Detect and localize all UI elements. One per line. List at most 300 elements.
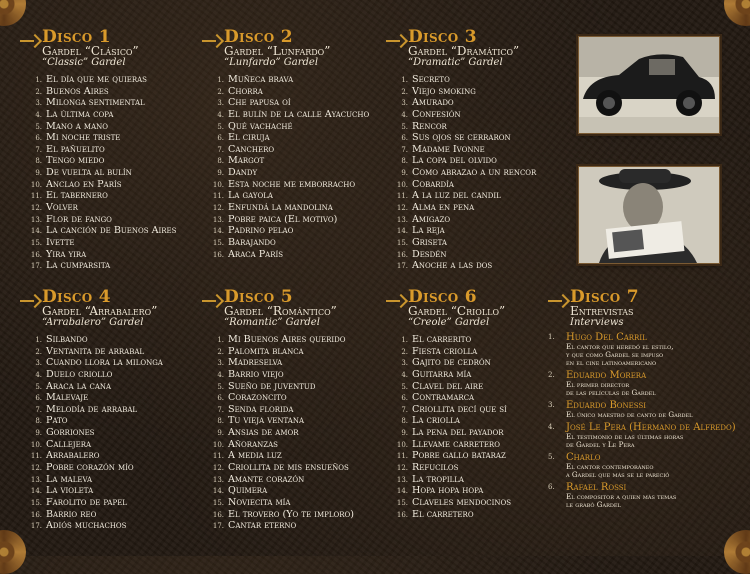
track-item (20, 179, 176, 191)
interview-description: en el cine latinoamericano (566, 358, 657, 367)
track-item (386, 86, 536, 98)
track-number: 2. (217, 87, 224, 96)
track-number: 13. (212, 475, 224, 484)
track-title: Griseta (412, 236, 447, 248)
track-number: 12. (30, 464, 42, 473)
disc-subtitle: “Classic” Gardel (42, 57, 126, 68)
track-item (386, 260, 536, 272)
track-number: 16. (30, 510, 42, 519)
track-item (202, 346, 354, 358)
track-item (386, 237, 536, 249)
track-item (20, 415, 163, 427)
track-item (20, 357, 163, 369)
track-title: Mi noche triste (46, 132, 121, 144)
track-number: 14. (30, 227, 42, 236)
disc-title: Gardel “Clásico” (42, 44, 139, 58)
track-title: Silbando (46, 334, 88, 345)
interview-description: a Gardel que más se le pareció (566, 470, 670, 479)
track-title: Senda florida (228, 403, 294, 415)
track-title: Viejo smoking (412, 85, 476, 97)
track-title: Hopa hopa hopa (412, 485, 484, 497)
corner-ornament-bottom-right (724, 530, 750, 574)
track-number: 1. (217, 76, 224, 84)
track-item (386, 121, 536, 133)
interviewee-name: Rafael Rossi (566, 482, 627, 493)
track-title: Melodía de arrabal (46, 403, 138, 415)
track-title: Dandy (228, 167, 258, 179)
track-item (386, 155, 536, 167)
track-item (386, 74, 536, 86)
track-number: 13. (212, 215, 224, 224)
track-item (386, 214, 536, 226)
track-item (20, 450, 163, 462)
track-item (20, 167, 176, 179)
track-number: 11. (396, 192, 408, 201)
track-title: Pobre paica (El motivo) (228, 213, 338, 225)
disc-subtitle: Interviews (570, 317, 624, 328)
corner-ornament-top-left (0, 0, 26, 26)
track-item (386, 485, 511, 497)
track-title: Padrino pelao (228, 225, 294, 237)
track-number: 4. (217, 110, 224, 119)
track-number: 3. (401, 99, 408, 108)
arrow-ornament-icon (20, 294, 42, 308)
track-number: 17. (30, 262, 42, 271)
track-number: 6. (35, 394, 42, 403)
track-title: El bulín de la calle Ayacucho (228, 108, 370, 120)
interviewee-name: Eduardo Bonessi (566, 400, 647, 411)
track-item (386, 369, 511, 381)
track-number: 10. (30, 440, 42, 449)
disc-name: Disco 4 (42, 287, 111, 307)
track-number: 3. (217, 359, 224, 368)
track-number: 15. (30, 238, 42, 247)
track-title: A media luz (228, 450, 282, 462)
track-title: Che papusa oí (228, 97, 291, 109)
track-title: Chorra (228, 85, 263, 97)
track-item (386, 225, 536, 237)
track-number: 8. (401, 157, 408, 166)
track-number: 16. (212, 250, 224, 259)
track-number: 17. (212, 522, 224, 531)
track-item (202, 97, 369, 109)
track-title: Tengo miedo (46, 155, 105, 167)
interviewee-name: Charlo (566, 452, 601, 463)
track-item (386, 109, 536, 121)
interview-number: 1. (548, 333, 555, 341)
track-title: Criollita de mis ensueños (228, 462, 349, 474)
track-title: Enfundá la mandolina (228, 202, 333, 214)
track-item (20, 381, 163, 393)
track-number: 10. (212, 440, 224, 449)
track-title: Araca la cana (46, 380, 112, 392)
track-list (202, 334, 354, 532)
track-number: 16. (212, 510, 224, 519)
track-title: El tabernero (46, 190, 108, 202)
gardel-reading-photo (578, 166, 720, 264)
track-title: Cuando llora la milonga (46, 357, 163, 369)
track-item (386, 404, 511, 416)
track-number: 14. (212, 227, 224, 236)
track-item (202, 462, 354, 474)
track-item (202, 357, 354, 369)
track-item (202, 132, 369, 144)
track-item (20, 86, 176, 98)
disc-title: Entrevistas (570, 304, 634, 318)
disc-name: Disco 1 (42, 27, 111, 47)
track-number: 4. (35, 370, 42, 379)
track-item (386, 179, 536, 191)
track-number: 12. (396, 464, 408, 473)
track-item (20, 121, 176, 133)
interview-description: de Gardel y Le Pera (566, 440, 635, 449)
track-item (386, 509, 511, 521)
track-number: 13. (396, 475, 408, 484)
interview-item (548, 423, 736, 449)
track-title: Claveles mendocinos (412, 496, 511, 508)
arrow-ornament-icon (548, 294, 570, 308)
disc-subtitle: “Dramatic” Gardel (408, 57, 503, 68)
track-title: La reja (412, 225, 445, 237)
track-number: 3. (35, 99, 42, 108)
disc-subtitle: “Lunfardo” Gardel (224, 57, 319, 68)
interview-number: 5. (548, 453, 555, 461)
interviewee-name: Hugo Del Carril (566, 332, 647, 343)
track-title: Anoche a las dos (412, 260, 493, 272)
track-title: Duelo criollo (46, 368, 113, 380)
track-title: La gayola (228, 190, 273, 202)
track-number: 5. (35, 122, 42, 131)
track-number: 11. (212, 452, 224, 461)
track-number: 12. (212, 204, 224, 213)
interview-description: El primer director (566, 380, 630, 389)
disc-title: Gardel “Lunfardo” (224, 44, 331, 58)
track-number: 6. (217, 394, 224, 403)
track-item (20, 190, 176, 202)
track-item (386, 334, 511, 346)
track-item (20, 260, 176, 272)
track-number: 5. (217, 122, 224, 131)
track-item (202, 86, 369, 98)
track-item (202, 249, 369, 261)
interview-description: El único maestro de canto de Gardel (566, 410, 693, 419)
disc-6-section (386, 287, 511, 520)
track-item (202, 427, 354, 439)
corner-ornament-bottom-left (0, 530, 26, 574)
track-item (202, 520, 354, 532)
track-title: El carrerito (412, 334, 472, 345)
track-number: 1. (401, 76, 408, 84)
disc-subtitle: “Romantic” Gardel (224, 317, 320, 328)
track-title: Margot (228, 155, 265, 167)
disc-title: Gardel “Criollo” (408, 304, 506, 318)
track-number: 7. (35, 145, 42, 154)
track-title: Ivette (46, 236, 75, 248)
track-item (202, 190, 369, 202)
track-title: Pobre gallo bataraz (412, 450, 506, 462)
track-item (20, 474, 163, 486)
arrow-ornament-icon (202, 294, 224, 308)
track-number: 5. (217, 382, 224, 391)
track-item (202, 179, 369, 191)
track-title: Cobardía (412, 178, 454, 190)
track-title: Desdén (412, 248, 447, 260)
interview-description: y que como Gardel se impuso (566, 350, 664, 359)
track-number: 7. (217, 145, 224, 154)
track-item (202, 509, 354, 521)
interview-description: El compositor a quien más temas (566, 492, 677, 501)
track-title: Sueño de juventud (228, 380, 316, 392)
track-number: 13. (30, 215, 42, 224)
track-item (20, 439, 163, 451)
track-number: 17. (30, 522, 42, 531)
track-title: Amante corazón (228, 473, 305, 485)
track-item (202, 121, 369, 133)
interview-description: El testimonio de las últimas horas (566, 432, 684, 441)
track-item (386, 167, 536, 179)
track-item (20, 392, 163, 404)
track-title: Milonga sentimental (46, 97, 145, 109)
track-item (20, 249, 176, 261)
track-number: 6. (401, 134, 408, 143)
track-title: Sus ojos se cerraron (412, 132, 511, 144)
track-item (202, 167, 369, 179)
track-title: Gorriones (46, 427, 95, 439)
track-number: 9. (401, 429, 408, 438)
track-item (202, 144, 369, 156)
track-number: 14. (396, 487, 408, 496)
track-item (20, 404, 163, 416)
track-item (202, 202, 369, 214)
track-item (202, 497, 354, 509)
track-item (386, 97, 536, 109)
track-item (386, 462, 511, 474)
track-title: La copa del olvido (412, 155, 497, 167)
track-item (202, 109, 369, 121)
track-number: 2. (217, 347, 224, 356)
track-item (202, 334, 354, 346)
track-title: Amigazo (412, 213, 451, 225)
track-item (20, 202, 176, 214)
track-title: Añoranzas (228, 438, 278, 450)
disc-7-section (548, 287, 736, 513)
disc-1-section (20, 27, 177, 272)
track-item (20, 509, 163, 521)
track-number: 14. (212, 487, 224, 496)
track-title: Llevame carretero (412, 438, 500, 450)
track-list (386, 74, 536, 272)
track-title: Volver (46, 202, 78, 214)
track-title: Contramarca (412, 392, 475, 404)
disc-title: Gardel “Dramático” (408, 44, 520, 58)
track-number: 8. (401, 417, 408, 426)
track-number: 13. (30, 475, 42, 484)
interviewee-name: José Le Pera (Hermano de Alfredo) (566, 422, 736, 433)
arrow-ornament-icon (386, 294, 408, 308)
track-title: Yira yira (46, 248, 87, 260)
track-item (20, 155, 176, 167)
track-number: 9. (401, 169, 408, 178)
interview-item (548, 453, 736, 479)
track-title: Mi Buenos Aires querido (228, 334, 346, 345)
disc-title: Gardel “Romántico” (224, 304, 337, 318)
track-title: Barrio reo (46, 508, 97, 520)
track-title: Mano a mano (46, 120, 108, 132)
track-title: El trovero (Yo te imploro) (228, 508, 354, 520)
track-title: Refucilos (412, 462, 459, 474)
track-number: 15. (30, 498, 42, 507)
track-title: Madreselva (228, 357, 283, 369)
track-title: Amurado (412, 97, 454, 109)
track-number: 4. (401, 110, 408, 119)
track-item (20, 214, 176, 226)
track-number: 6. (401, 394, 408, 403)
track-item (20, 369, 163, 381)
track-number: 9. (217, 169, 224, 178)
track-item (20, 132, 176, 144)
track-item (386, 381, 511, 393)
disc-subtitle: “Creole” Gardel (408, 317, 490, 328)
interview-description: le grabó Gardel (566, 500, 621, 509)
track-item (386, 346, 511, 358)
interview-item (548, 483, 736, 509)
track-item (386, 190, 536, 202)
track-number: 10. (396, 440, 408, 449)
track-title: La criolla (412, 415, 460, 427)
track-title: Gajito de cedrón (412, 357, 491, 369)
track-number: 2. (401, 87, 408, 96)
track-item (386, 392, 511, 404)
track-number: 2. (35, 347, 42, 356)
track-number: 1. (35, 336, 42, 344)
track-number: 5. (401, 122, 408, 131)
track-list (20, 74, 176, 272)
track-number: 7. (217, 405, 224, 414)
track-title: Como abrazao a un rencor (412, 167, 537, 179)
track-item (20, 97, 176, 109)
track-number: 1. (217, 336, 224, 344)
disc-2-section (202, 27, 370, 260)
track-item (20, 74, 176, 86)
track-item (386, 357, 511, 369)
disc-5-section (202, 287, 354, 532)
track-item (20, 144, 176, 156)
track-number: 7. (401, 405, 408, 414)
track-item (202, 439, 354, 451)
track-number: 15. (212, 238, 224, 247)
track-title: La maleva (46, 473, 93, 485)
track-item (202, 404, 354, 416)
track-number: 8. (35, 157, 42, 166)
track-title: Callejera (46, 438, 92, 450)
disc-name: Disco 3 (408, 27, 477, 47)
track-title: Qué vachaché (228, 120, 293, 132)
track-number: 5. (35, 382, 42, 391)
track-number: 3. (401, 359, 408, 368)
track-item (20, 485, 163, 497)
track-number: 4. (35, 110, 42, 119)
track-title: Clavel del aire (412, 380, 484, 392)
interview-description: El cantor que heredó el estilo, (566, 342, 674, 351)
track-title: Guitarra mía (412, 368, 472, 380)
track-number: 1. (35, 76, 42, 84)
track-title: Fiesta criolla (412, 345, 478, 357)
disc-3-section (386, 27, 537, 272)
track-title: Quimera (228, 485, 268, 497)
track-item (202, 392, 354, 404)
track-number: 7. (401, 145, 408, 154)
track-title: Pobre corazón mío (46, 462, 134, 474)
track-item (202, 485, 354, 497)
disc-name: Disco 5 (224, 287, 293, 307)
track-number: 9. (35, 429, 42, 438)
track-number: 12. (396, 204, 408, 213)
track-title: Malevaje (46, 392, 89, 404)
track-item (202, 415, 354, 427)
track-title: El día que me quieras (46, 74, 147, 85)
track-number: 11. (396, 452, 408, 461)
track-item (386, 474, 511, 486)
track-title: Corazoncito (228, 392, 287, 404)
disc-subtitle: “Arrabalero” Gardel (42, 317, 144, 328)
track-list (20, 334, 163, 532)
interview-number: 2. (548, 371, 555, 379)
track-number: 2. (35, 87, 42, 96)
track-list (386, 334, 511, 520)
track-number: 15. (396, 498, 408, 507)
track-title: Rencor (412, 120, 447, 132)
track-item (20, 109, 176, 121)
track-number: 6. (35, 134, 42, 143)
track-title: Farolito de papel (46, 496, 127, 508)
track-item (386, 427, 511, 439)
interview-item (548, 401, 736, 419)
track-item (202, 214, 369, 226)
track-number: 15. (212, 498, 224, 507)
track-title: Secreto (412, 74, 450, 85)
track-item (202, 74, 369, 86)
track-number: 2. (401, 347, 408, 356)
track-number: 10. (30, 180, 42, 189)
track-number: 12. (212, 464, 224, 473)
track-number: 3. (217, 99, 224, 108)
disc-4-section (20, 287, 163, 532)
track-number: 10. (212, 180, 224, 189)
track-item (202, 450, 354, 462)
track-number: 7. (35, 405, 42, 414)
track-number: 8. (217, 157, 224, 166)
track-title: De vuelta al bulín (46, 167, 132, 179)
track-number: 4. (217, 370, 224, 379)
track-title: La cumparsita (46, 260, 111, 272)
track-title: Alma en pena (412, 202, 475, 214)
track-item (20, 346, 163, 358)
arrow-ornament-icon (20, 34, 42, 48)
track-item (386, 132, 536, 144)
track-title: Flor de fango (46, 213, 112, 225)
track-number: 1. (401, 336, 408, 344)
track-number: 16. (396, 250, 408, 259)
track-number: 11. (30, 452, 42, 461)
interview-description: El cantor contemporáneo (566, 462, 654, 471)
track-title: La violeta (46, 485, 94, 497)
track-title: Muñeca brava (228, 74, 294, 85)
track-item (386, 415, 511, 427)
track-title: La canción de Buenos Aires (46, 225, 177, 237)
track-number: 16. (396, 510, 408, 519)
track-number: 6. (217, 134, 224, 143)
track-number: 4. (401, 370, 408, 379)
